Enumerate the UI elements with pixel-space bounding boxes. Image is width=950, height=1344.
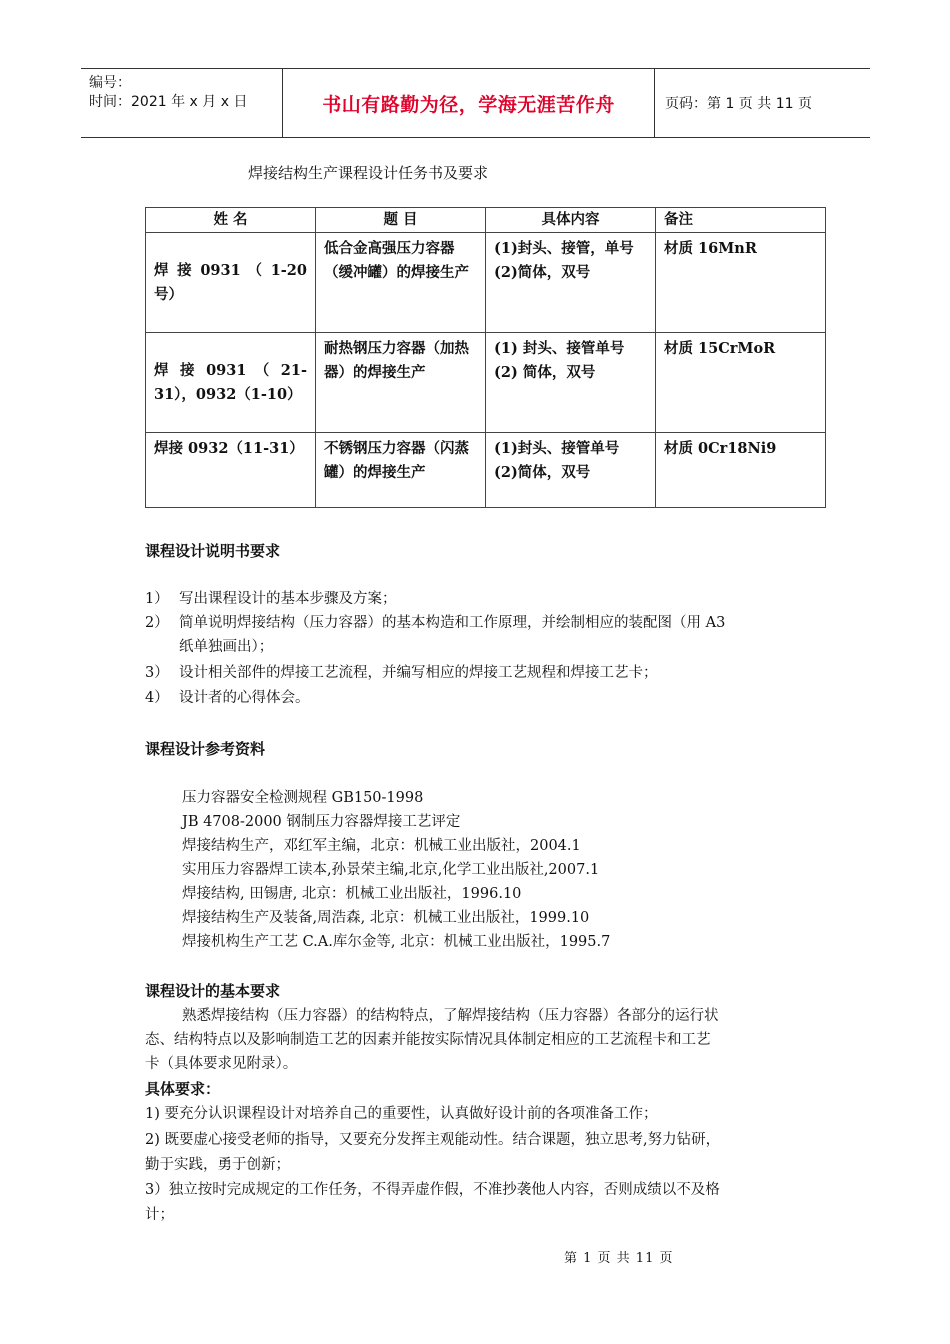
requirement-line: 1) 要充分认识课程设计对培养自己的重要性，认真做好设计前的各项准备工作； <box>145 1106 658 1122</box>
page-footer: 第 1 页 共 11 页 <box>564 1251 674 1266</box>
reference-item: JB 4708-2000 钢制压力容器焊接工艺评定 <box>182 814 461 830</box>
paragraph-line: 熟悉焊接结构（压力容器）的结构特点，了解焊接结构（压力容器）各部分的运行状 <box>182 1008 719 1024</box>
content-line: (1)封头、接管，单号 <box>494 240 634 257</box>
table-row <box>146 433 826 508</box>
content-line: (2)简体，双号 <box>494 464 591 481</box>
requirement-line: 2) 既要虚心接受老师的指导，又要充分发挥主观能动性。结合课题，独立思考,努力钻研， <box>145 1132 721 1148</box>
cell-topic: 低合金高强压力容器（缓冲罐）的焊接生产 <box>316 233 486 333</box>
list-item-number: 4） <box>145 690 169 706</box>
table-header-row <box>146 208 826 233</box>
cell-note: 材质 15CrMoR <box>656 333 826 433</box>
paragraph-line: 态、结构特点以及影响制造工艺的因素并能按实际情况具体制定相应的工艺流程卡和工艺 <box>145 1032 711 1048</box>
table-row <box>146 333 826 433</box>
reference-item: 焊接机构生产工艺 C.A.库尔金等, 北京：机械工业出版社，1995.7 <box>182 934 611 950</box>
task-table <box>145 207 826 508</box>
page-info: 页码：第 1 页 共 11 页 <box>665 96 812 112</box>
list-item-number: 1） <box>145 591 169 607</box>
col-header-note: 备注 <box>656 208 826 233</box>
paragraph-line: 卡（具体要求见附录）。 <box>145 1056 298 1072</box>
list-item-continuation: 纸单独画出）； <box>179 639 274 655</box>
cell-note: 材质 16MnR <box>656 233 826 333</box>
table-row <box>146 233 826 333</box>
cell-content <box>486 233 656 333</box>
list-item: 写出课程设计的基本步骤及方案； <box>179 591 397 607</box>
cell-name: 焊 接 0931 （ 21-31），0932（1-10） <box>146 333 316 433</box>
col-header-content: 具体内容 <box>486 208 656 233</box>
content-line: (2) 简体，双号 <box>494 364 596 381</box>
col-header-name: 姓 名 <box>146 208 316 233</box>
page-header <box>81 68 870 138</box>
list-item: 设计相关部件的焊接工艺流程，并编写相应的焊接工艺规程和焊接工艺卡； <box>179 665 658 681</box>
cell-content <box>486 333 656 433</box>
reference-item: 焊接结构生产，邓红军主编，北京：机械工业出版社，2004.1 <box>182 838 581 854</box>
header-motto-cell <box>283 69 655 137</box>
content-line: (1) 封头、接管单号 <box>494 340 625 357</box>
cell-name: 焊接 0932（11-31） <box>146 433 316 508</box>
reference-item: 焊接结构生产及装备,周浩森, 北京：机械工业出版社，1999.10 <box>182 910 590 926</box>
header-left-cell <box>81 69 283 137</box>
content-line: (2)简体，双号 <box>494 264 591 281</box>
list-item-number: 2） <box>145 615 169 631</box>
document-title: 焊接结构生产课程设计任务书及要求 <box>248 164 489 182</box>
sub-heading-specific-requirements: 具体要求： <box>145 1080 221 1098</box>
cell-content <box>486 433 656 508</box>
cell-topic: 耐热钢压力容器（加热器）的焊接生产 <box>316 333 486 433</box>
requirement-line: 计； <box>145 1207 174 1223</box>
motto: 书山有路勤为径，学海无涯苦作舟 <box>322 93 615 116</box>
section-heading-requirements: 课程设计说明书要求 <box>145 542 281 560</box>
section-heading-basic-requirements: 课程设计的基本要求 <box>145 982 281 1000</box>
col-header-topic: 题 目 <box>316 208 486 233</box>
cell-topic: 不锈钢压力容器（闪蒸罐）的焊接生产 <box>316 433 486 508</box>
list-item: 简单说明焊接结构（压力容器）的基本构造和工作原理，并绘制相应的装配图（用 A3 <box>179 615 726 631</box>
requirement-line: 3）独立按时完成规定的工作任务，不得弄虚作假，不准抄袭他人内容，否则成绩以不及格 <box>145 1182 720 1198</box>
doc-time-label: 时间：2021 年 x 月 x 日 <box>89 94 248 110</box>
reference-item: 实用压力容器焊工读本,孙景荣主编,北京,化学工业出版社,2007.1 <box>182 862 600 878</box>
list-item: 设计者的心得体会。 <box>179 690 310 706</box>
doc-number-label: 编号： <box>89 75 131 91</box>
reference-item: 焊接结构, 田锡唐, 北京：机械工业出版社，1996.10 <box>182 886 522 902</box>
list-item-number: 3） <box>145 665 169 681</box>
header-page-cell <box>655 69 870 137</box>
section-heading-references: 课程设计参考资料 <box>145 740 266 758</box>
cell-note: 材质 0Cr18Ni9 <box>656 433 826 508</box>
cell-name: 焊 接 0931 （ 1-20 号） <box>146 233 316 333</box>
requirement-line: 勤于实践，勇于创新； <box>145 1157 290 1173</box>
content-line: (1)封头、接管单号 <box>494 440 620 457</box>
reference-item: 压力容器安全检测规程 GB150-1998 <box>182 790 424 806</box>
